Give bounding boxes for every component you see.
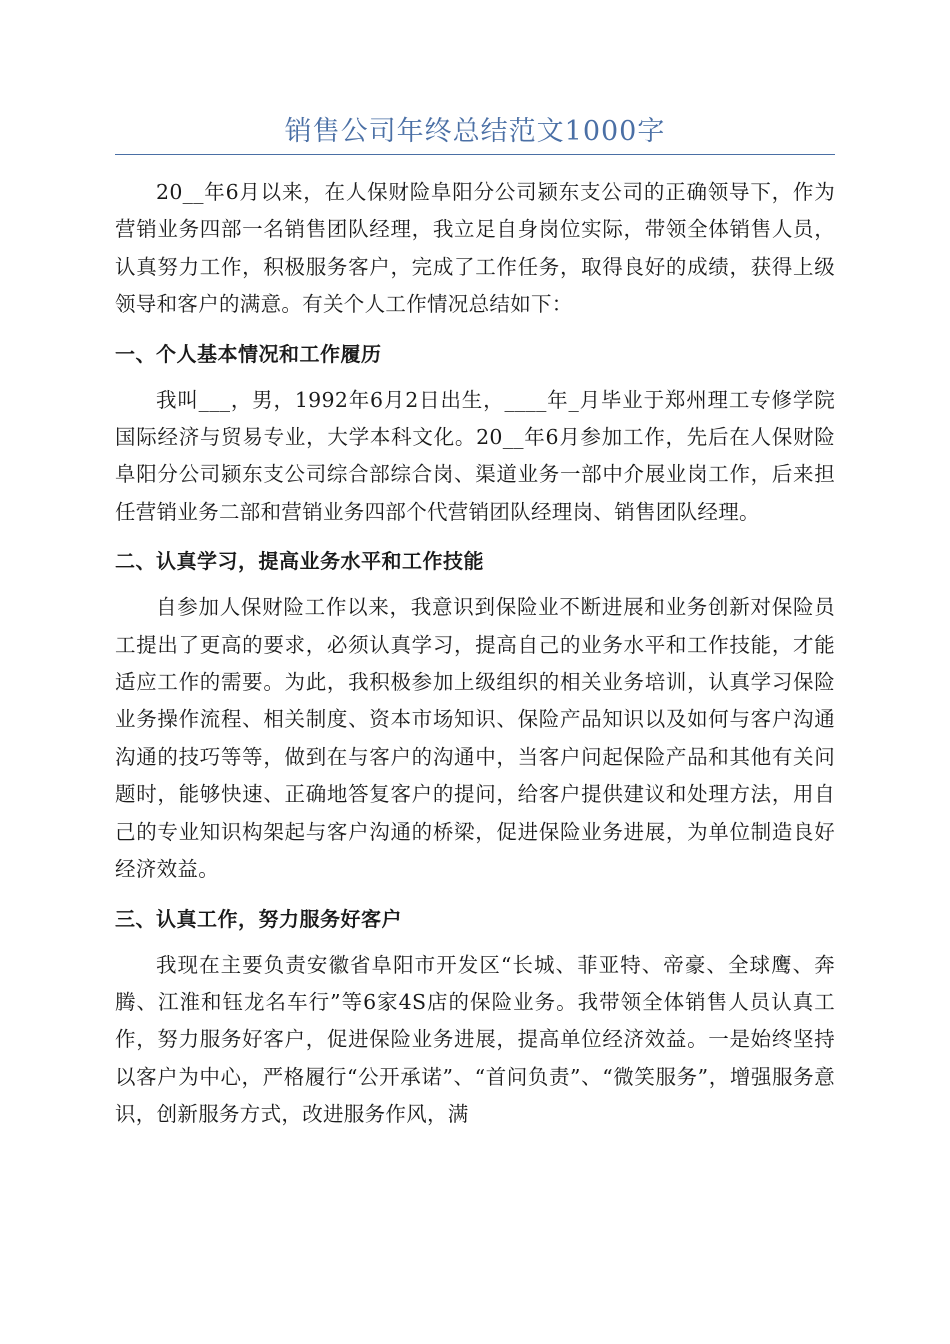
intro-paragraph: 20__年6月以来，在人保财险阜阳分公司颍东支公司的正确领导下，作为营销业务四部一名销售团队经理，我立足自身岗位实际，带领全体销售人员，认真努力工作，积极服务客户，完成了工作任务，取得良好的成绩，获得上级领导和客户的满意。有关个人工作情况总结如下： xyxy=(115,180,835,317)
title-underline xyxy=(115,154,835,155)
section-heading-2: 二、认真学习，提高业务水平和工作技能 xyxy=(115,549,484,574)
section-paragraph-1: 我叫___，男，1992年6月2日出生，____年_月毕业于郑州理工专修学院国际经济与贸易专业，大学本科文化。20__年6月参加工作，先后在人保财险阜阳分公司颍东支公司综合部综合岗、渠道业务一部中介展业岗工作，后来担任营销业务二部和营销业务四部个代营销团队经理岗、销售团队经理。 xyxy=(115,387,835,524)
section-heading-3: 三、认真工作，努力服务好客户 xyxy=(115,906,402,931)
section-heading-1: 一、个人基本情况和工作履历 xyxy=(115,341,382,366)
section-paragraph-3: 我现在主要负责安徽省阜阳市开发区“长城、菲亚特、帝豪、全球鹰、奔腾、江淮和钰龙名车行”等6家4S店的保险业务。我带领全体销售人员认真工作，努力服务好客户，促进保险业务进展，提高单位经济效益。一是始终坚持以客户为中心，严格履行“公开承诺”、“首问负责”、“微笑服务”，增强服务意识，创新服务方式，改进服务作风，满 xyxy=(115,952,835,1127)
section-paragraph-2: 自参加人保财险工作以来，我意识到保险业不断进展和业务创新对保险员工提出了更高的要求，必须认真学习，提高自己的业务水平和工作技能，才能适应工作的需要。为此，我积极参加上级组织的相关业务培训，认真学习保险业务操作流程、相关制度、资本市场知识、保险产品知识以及如何与客户沟通沟通的技巧等等，做到在与客户的沟通中，当客户问起保险产品和其他有关问题时，能够快速、正确地答复客户的提问，给客户提供建议和处理方法，用自己的专业知识构架起与客户沟通的桥梁，促进保险业务进展，为单位制造良好经济效益。 xyxy=(115,595,835,882)
document-title: 销售公司年终总结范文1000字 xyxy=(284,116,666,147)
document-body xyxy=(115,174,835,1134)
